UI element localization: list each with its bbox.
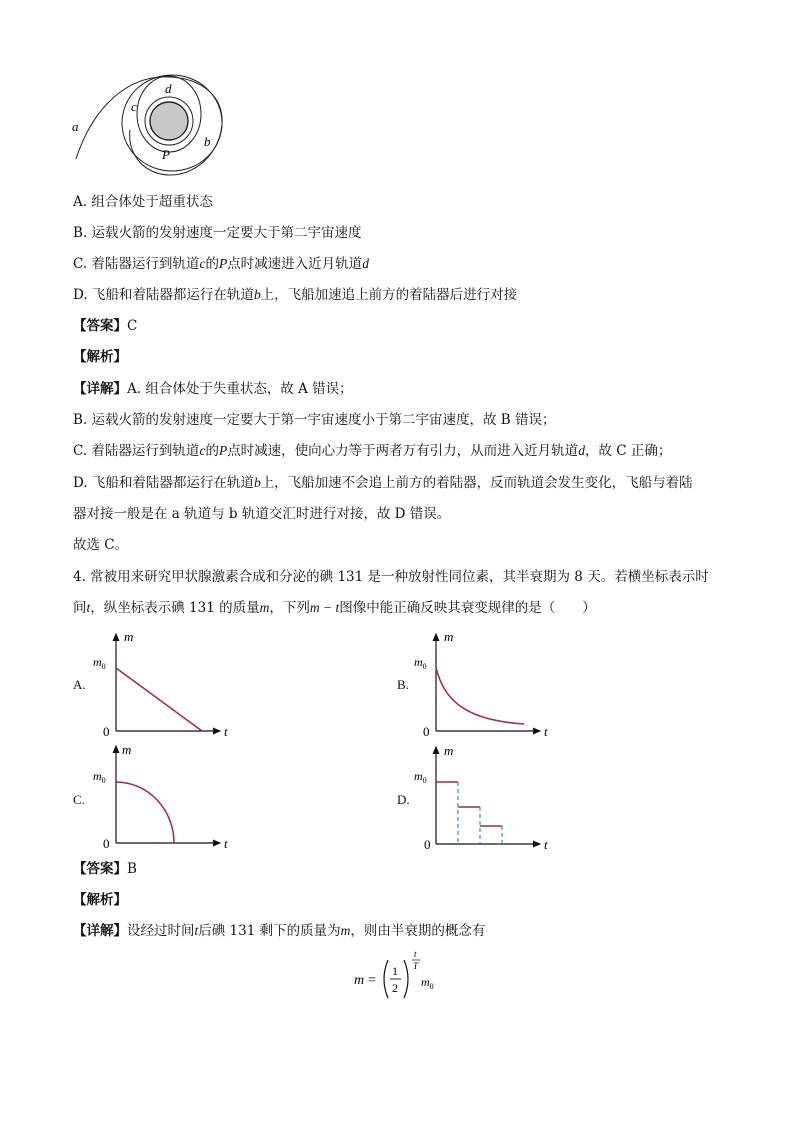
graph-c-x-label: t [224, 836, 228, 851]
q3-analysis-tag: 【解析】 [73, 349, 127, 365]
graph-c-y-label: m [122, 742, 132, 757]
formula-lhs: m [354, 973, 365, 988]
q3-option-a: A. 组合体处于超重状态 [73, 194, 213, 210]
formula-exp-num: t [414, 949, 417, 959]
formula-right-paren [404, 960, 408, 998]
graph-b-origin: 0 [423, 724, 430, 739]
graph-b-y-label: m [444, 629, 454, 644]
q3-detail-a: 【详解】A. 组合体处于失重状态，故 A 错误； [73, 381, 353, 397]
q4-stem-line1: 4. 常被用来研究甲状腺激素合成和分泌的碘 131 是一种放射性同位素，其半衰期为 8 天。若横坐标表示时 [73, 569, 709, 585]
formula-left-paren [384, 960, 388, 998]
graph-c-option: C. [73, 792, 85, 807]
formula-m0: $m_0$ [421, 975, 434, 991]
graph-b-x-label: t [544, 724, 548, 739]
graph-a-option: A. [73, 677, 86, 692]
graph-a-x-label: t [224, 724, 228, 739]
graph-a-curve [116, 668, 202, 731]
formula-exp-den: T [413, 961, 419, 971]
label-d: d [165, 81, 172, 96]
graph-c-curve [116, 782, 174, 843]
q3-conclusion: 故选 C。 [73, 537, 129, 553]
graph-a-y-label: m [124, 629, 134, 644]
graph-c-origin: 0 [103, 836, 110, 851]
formula-eq: = [368, 973, 376, 988]
graph-b-m0: $m_0$ [414, 655, 427, 671]
q3-detail-b: B. 运载火箭的发射速度一定要大于第一宇宙速度小于第二宇宙速度，故 B 错误； [73, 412, 556, 428]
q3-detail-d-cont: 器对接一般是在 a 轨道与 b 轨道交汇时进行对接，故 D 错误。 [73, 506, 451, 522]
graph-d-steps [436, 782, 502, 826]
q3-option-c: C. 着陆器运行到轨道c的P点时减速进入近月轨道d [73, 256, 369, 272]
q3-detail-d: D. 飞船和着陆器都运行在轨道b上，飞船加速不会追上前方的着陆器，反而轨道会发生变化，飞船与着陆 [73, 475, 693, 491]
q4-answer: 【答案】B [73, 861, 137, 877]
graph-c [92, 742, 242, 852]
graph-a [92, 628, 242, 738]
label-c: c [131, 99, 137, 114]
graph-d-dashed-guides [458, 782, 502, 844]
graph-c-m0: $m_0$ [93, 769, 106, 785]
label-a: a [72, 119, 79, 134]
q4-stem-line2: 间t，纵坐标表示碘 131 的质量m，下列m − t图像中能正确反映其衰变规律的是（ ） [73, 600, 596, 616]
q4-analysis-tag: 【解析】 [73, 892, 127, 908]
q3-option-d: D. 飞船和着陆器都运行在轨道b上，飞船加速追上前方的着陆器后进行对接 [73, 287, 518, 303]
graph-d-origin: 0 [424, 837, 431, 852]
orbit-diagram [70, 55, 230, 185]
moon [150, 102, 188, 140]
graph-b-curve [436, 668, 524, 724]
q3-detail-c: C. 着陆器运行到轨道c的P点时减速，使向心力等于两者万有引力，从而进入近月轨道d，故 C 正确； [73, 443, 672, 459]
label-b: b [204, 134, 211, 149]
orbit-a [76, 77, 222, 175]
graph-d-option: D. [397, 792, 410, 807]
graph-b-option: B. [397, 677, 409, 692]
q3-option-b: B. 运载火箭的发射速度一定要大于第二宇宙速度 [73, 225, 362, 241]
formula-den: 2 [392, 981, 398, 995]
graph-a-origin: 0 [103, 724, 110, 739]
decay-formula [350, 948, 460, 1008]
formula-num: 1 [392, 964, 398, 978]
graph-b [412, 628, 562, 738]
label-P: P [162, 147, 170, 162]
graph-d-m0: $m_0$ [414, 769, 427, 785]
graph-a-m0: $m_0$ [93, 655, 106, 671]
graph-d-y-label: m [444, 743, 454, 758]
graph-d-x-label: t [544, 837, 548, 852]
q4-detail: 【详解】设经过时间t后碘 131 剩下的质量为m，则由半衰期的概念有 [73, 923, 486, 939]
q3-answer: 【答案】C [73, 318, 138, 334]
graph-d [412, 742, 562, 852]
